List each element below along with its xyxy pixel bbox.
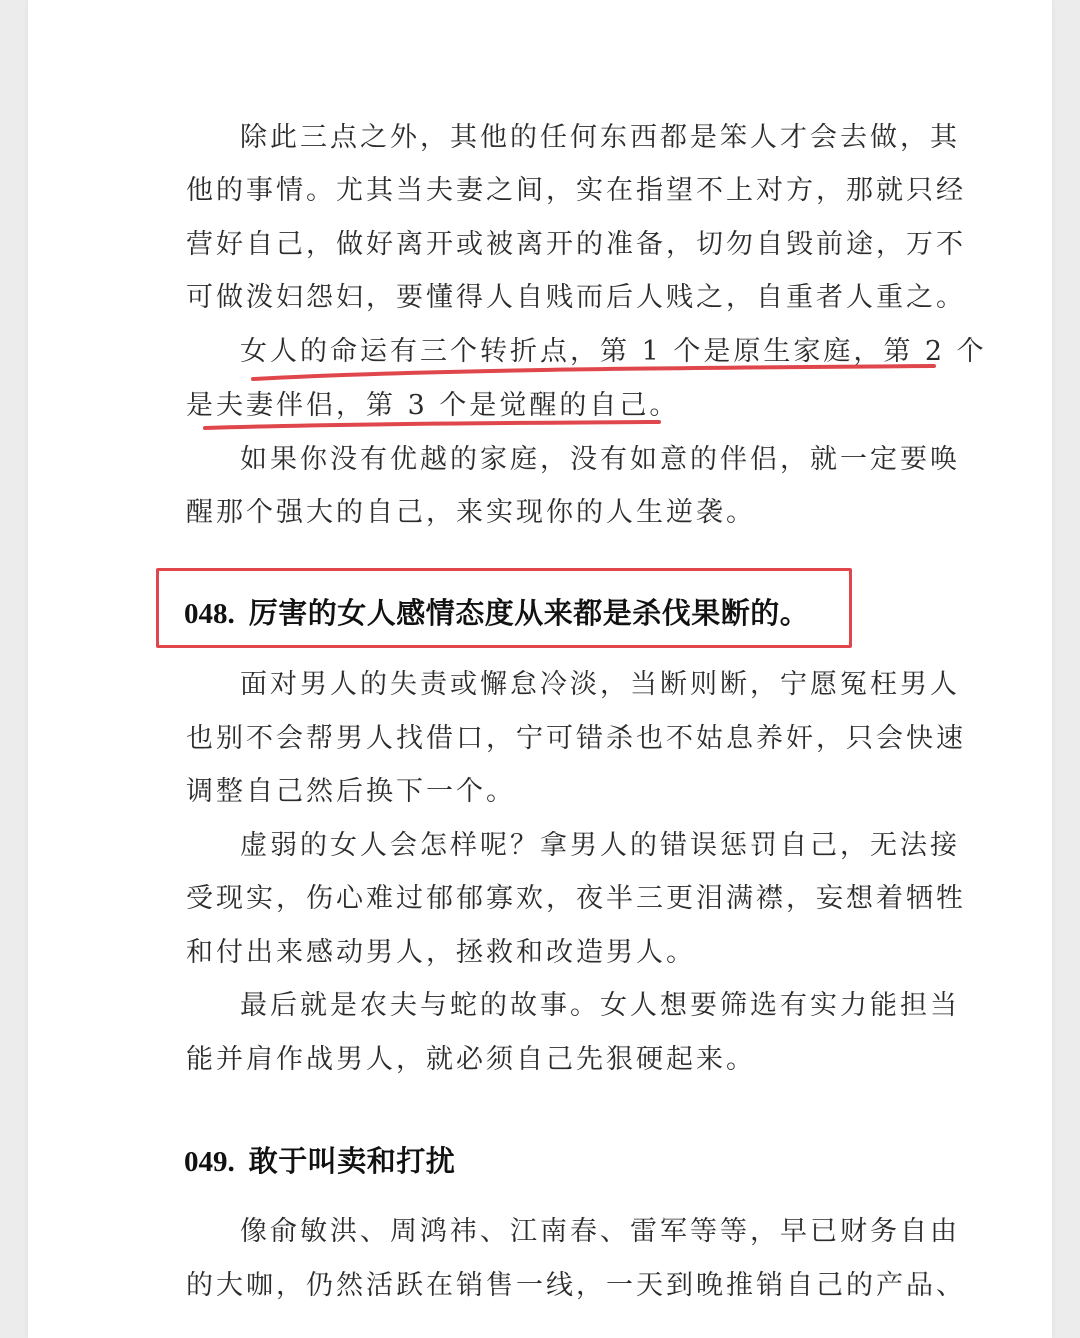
paragraph-line: 的大咖，仍然活跃在销售一线，一天到晚推销自己的产品、 bbox=[186, 1270, 966, 1301]
paragraph-line: 最后就是农夫与蛇的故事。女人想要筛选有实力能担当 bbox=[240, 990, 960, 1021]
paragraph-line: 营好自己，做好离开或被离开的准备，切勿自毁前途，万不 bbox=[186, 229, 966, 260]
paragraph-line: 受现实，伤心难过郁郁寡欢，夜半三更泪满襟，妄想着牺牲 bbox=[186, 883, 966, 914]
paragraph-line: 也别不会帮男人找借口，宁可错杀也不姑息养奸，只会快速 bbox=[186, 723, 966, 754]
underlined-paragraph-line: 女人的命运有三个转折点，第 1 个是原生家庭，第 2 个 bbox=[240, 336, 987, 367]
paragraph-line: 可做泼妇怨妇，要懂得人自贱而后人贱之，自重者人重之。 bbox=[186, 282, 966, 313]
section-number: 049. bbox=[184, 1146, 235, 1178]
paragraph-line: 如果你没有优越的家庭，没有如意的伴侣，就一定要唤 bbox=[240, 444, 960, 475]
paragraph-line: 调整自己然后换下一个。 bbox=[186, 776, 516, 807]
paragraph-line: 面对男人的失责或懈怠冷淡，当断则断，宁愿冤枉男人 bbox=[240, 669, 960, 700]
paragraph-line: 能并肩作战男人，就必须自己先狠硬起来。 bbox=[186, 1044, 756, 1075]
paragraph-line: 虚弱的女人会怎样呢？拿男人的错误惩罚自己，无法接 bbox=[240, 830, 960, 861]
paragraph-line: 和付出来感动男人，拯救和改造男人。 bbox=[186, 937, 696, 968]
section-title: 厉害的女人感情态度从来都是杀伐果断的。 bbox=[248, 596, 810, 630]
paragraph-line: 除此三点之外，其他的任何东西都是笨人才会去做，其 bbox=[240, 122, 960, 153]
section-heading-049 bbox=[184, 1142, 455, 1181]
paragraph-line: 像俞敏洪、周鸿祎、江南春、雷军等等，早已财务自由 bbox=[240, 1216, 960, 1247]
section-title: 敢于叫卖和打扰 bbox=[248, 1144, 456, 1178]
underlined-paragraph-line: 是夫妻伴侣，第 3 个是觉醒的自己。 bbox=[186, 390, 680, 421]
highlight-box-annotation bbox=[156, 568, 852, 648]
paragraph-line: 醒那个强大的自己，来实现你的人生逆袭。 bbox=[186, 497, 756, 528]
paragraph-line: 他的事情。尤其当夫妻之间，实在指望不上对方，那就只经 bbox=[186, 175, 966, 206]
section-number: 048. bbox=[184, 598, 235, 630]
